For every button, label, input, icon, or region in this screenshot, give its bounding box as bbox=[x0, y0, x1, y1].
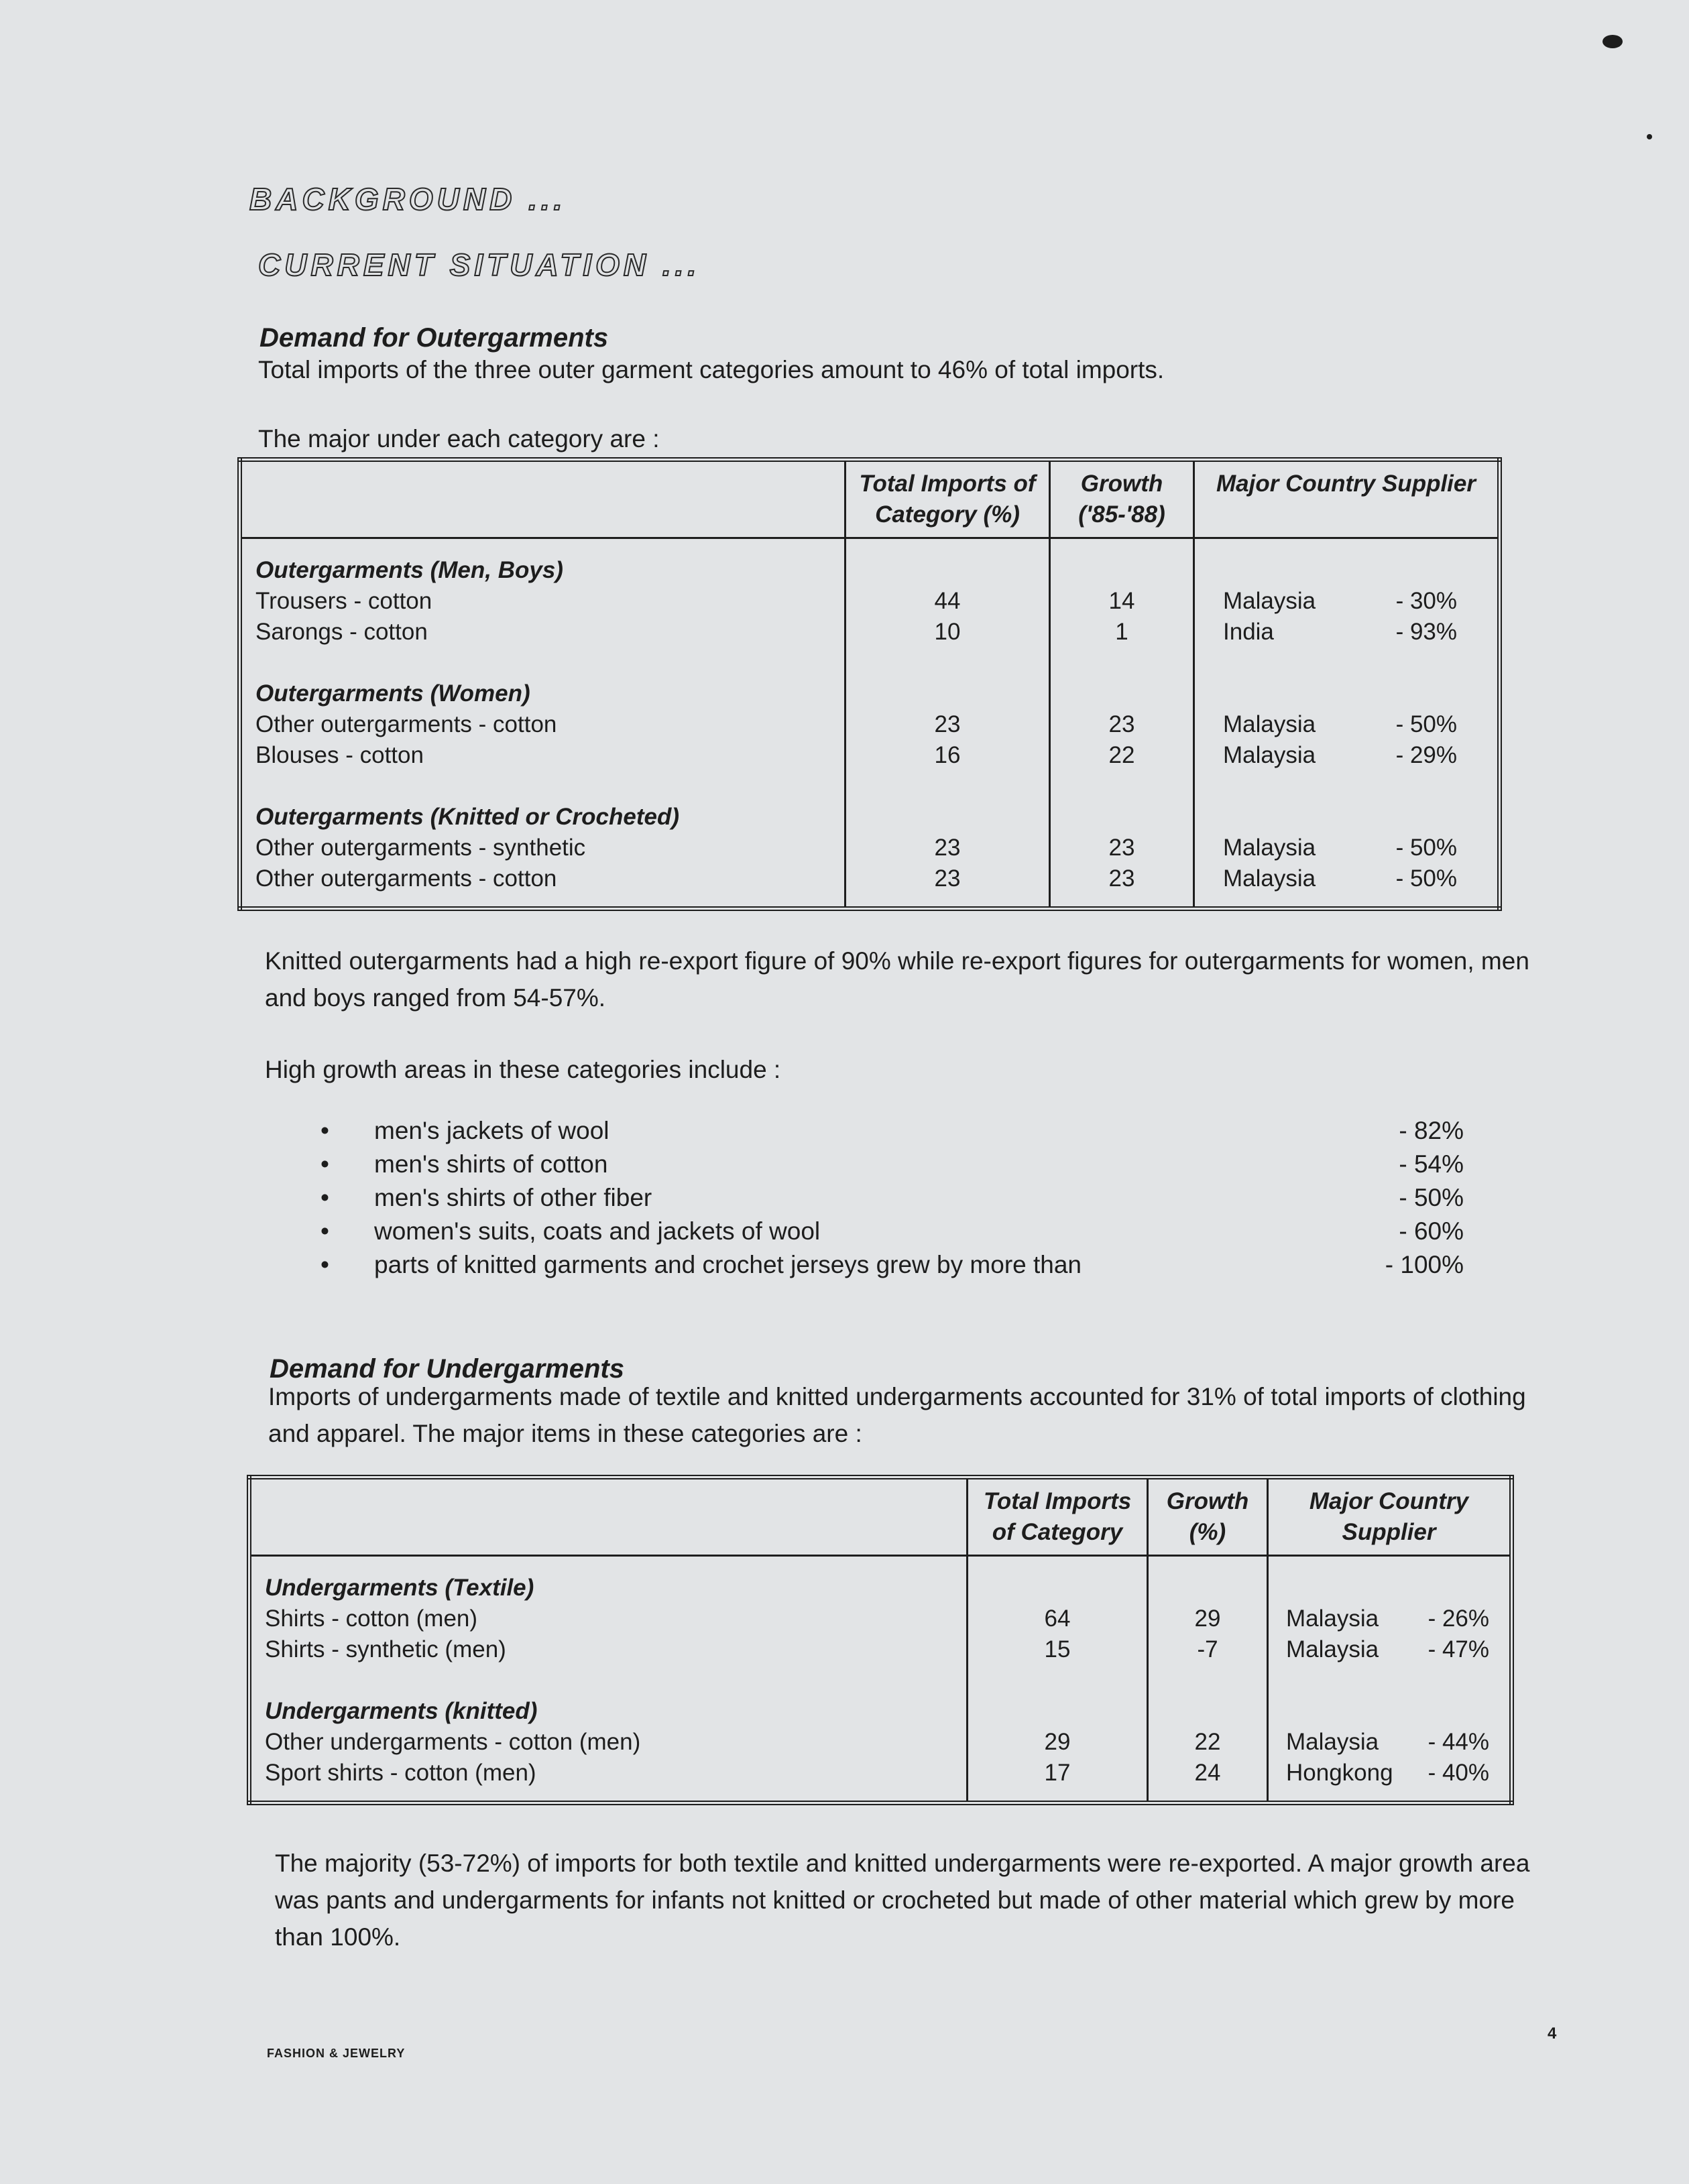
supplier-column bbox=[1268, 1556, 1512, 1803]
bullet-icon: • bbox=[321, 1117, 329, 1144]
imports-value: 15 bbox=[1044, 1636, 1071, 1662]
supplier-share: - 50% bbox=[1395, 711, 1457, 737]
table-header-row bbox=[240, 460, 1500, 538]
supplier-column-header: Major Country Supplier bbox=[1194, 460, 1500, 538]
supplier-entry bbox=[1286, 1758, 1489, 1788]
item-column-header bbox=[249, 1477, 968, 1556]
growth-item-label: men's jackets of wool bbox=[374, 1117, 609, 1144]
imports-column bbox=[968, 1556, 1148, 1803]
footer-label: FASHION & JEWELRY bbox=[267, 2047, 406, 2060]
growth-value: 14 bbox=[1108, 588, 1135, 614]
growth-column bbox=[1050, 538, 1194, 909]
item-label: Other undergarments - cotton (men) bbox=[265, 1729, 641, 1755]
supplier-column-header: Major Country Supplier bbox=[1268, 1477, 1512, 1556]
item-label: Trousers - cotton bbox=[255, 588, 432, 614]
imports-value: 23 bbox=[934, 835, 961, 861]
growth-value: 29 bbox=[1194, 1605, 1221, 1632]
supplier-entry bbox=[1286, 1603, 1489, 1634]
table-body-row bbox=[249, 1556, 1512, 1803]
item-label: Sport shirts - cotton (men) bbox=[265, 1760, 536, 1786]
supplier-country: Malaysia bbox=[1286, 1636, 1379, 1662]
supplier-column bbox=[1194, 538, 1500, 909]
list-item bbox=[315, 1215, 1464, 1248]
growth-areas-list bbox=[315, 1114, 1464, 1282]
growth-item-value: - 60% bbox=[1399, 1217, 1464, 1245]
item-label: Shirts - synthetic (men) bbox=[265, 1636, 506, 1662]
growth-value: 23 bbox=[1108, 711, 1135, 737]
bullet-icon: • bbox=[321, 1150, 329, 1178]
growth-value: 24 bbox=[1194, 1760, 1221, 1786]
supplier-share: - 93% bbox=[1395, 619, 1457, 645]
item-label: Sarongs - cotton bbox=[255, 619, 428, 645]
growth-item-value: - 100% bbox=[1385, 1251, 1464, 1278]
outergarments-table bbox=[237, 457, 1502, 911]
growth-value: 22 bbox=[1194, 1729, 1221, 1755]
supplier-entry bbox=[1223, 617, 1457, 648]
growth-value: 23 bbox=[1108, 835, 1135, 861]
supplier-share: - 50% bbox=[1395, 865, 1457, 892]
imports-value: 16 bbox=[934, 742, 961, 768]
scan-speck bbox=[1647, 134, 1652, 139]
supplier-share: - 47% bbox=[1428, 1636, 1489, 1662]
item-label: Other outergarments - cotton bbox=[255, 865, 557, 892]
supplier-country: Malaysia bbox=[1223, 588, 1316, 614]
category-label: Undergarments (Textile) bbox=[265, 1575, 534, 1601]
undergarments-intro: Imports of undergarments made of textile and knitted undergarments accounted for 31% of total imports of clothing and apparel. The major items in these categories are : bbox=[268, 1383, 1526, 1447]
bullet-icon: • bbox=[321, 1184, 329, 1211]
growth-item-label: women's suits, coats and jackets of wool bbox=[374, 1217, 821, 1245]
item-label: Other outergarments - synthetic bbox=[255, 835, 586, 861]
supplier-entry bbox=[1223, 709, 1457, 740]
imports-value: 23 bbox=[934, 865, 961, 892]
growth-column-header: Growth ('85-'88) bbox=[1050, 460, 1194, 538]
supplier-country: Malaysia bbox=[1223, 742, 1316, 768]
category-label: Undergarments (knitted) bbox=[265, 1698, 538, 1724]
supplier-entry bbox=[1223, 863, 1457, 894]
imports-value: 23 bbox=[934, 711, 961, 737]
supplier-country: Malaysia bbox=[1223, 711, 1316, 737]
supplier-share: - 26% bbox=[1428, 1605, 1489, 1632]
supplier-country: Malaysia bbox=[1223, 865, 1316, 892]
undergarments-section-title: Demand for Undergarments bbox=[270, 1354, 624, 1384]
imports-value: 44 bbox=[934, 588, 961, 614]
supplier-country: India bbox=[1223, 619, 1274, 645]
supplier-country: Malaysia bbox=[1286, 1729, 1379, 1755]
scan-speck bbox=[1603, 35, 1623, 48]
reexport-paragraph: Knitted outergarments had a high re-export figure of 90% while re-export figures for outergarments for women, men and boys ranged from 54-57%. bbox=[265, 947, 1529, 1012]
list-item bbox=[315, 1114, 1464, 1148]
growth-column-header: Growth (%) bbox=[1148, 1477, 1268, 1556]
page-number: 4 bbox=[1548, 2024, 1557, 2043]
imports-column-header: Total Imports of Category bbox=[968, 1477, 1148, 1556]
outergarments-section-title: Demand for Outergarments bbox=[259, 323, 609, 353]
item-column-header bbox=[240, 460, 846, 538]
table-header-row bbox=[249, 1477, 1512, 1556]
supplier-entry bbox=[1223, 740, 1457, 771]
background-heading: BACKGROUND ... bbox=[249, 182, 567, 217]
bullet-icon: • bbox=[321, 1217, 329, 1245]
growth-value: -7 bbox=[1197, 1636, 1218, 1662]
item-label: Other outergarments - cotton bbox=[255, 711, 557, 737]
item-column bbox=[240, 538, 846, 909]
growth-item-value: - 82% bbox=[1399, 1117, 1464, 1144]
growth-value: 1 bbox=[1115, 619, 1128, 645]
growth-item-label: parts of knitted garments and crochet jerseys grew by more than bbox=[374, 1251, 1082, 1278]
supplier-entry bbox=[1223, 833, 1457, 863]
outergarments-intro: Total imports of the three outer garment categories amount to 46% of total imports. bbox=[258, 356, 1165, 383]
growth-item-label: men's shirts of cotton bbox=[374, 1150, 608, 1178]
item-label: Blouses - cotton bbox=[255, 742, 424, 768]
supplier-entry bbox=[1286, 1727, 1489, 1758]
item-label: Shirts - cotton (men) bbox=[265, 1605, 478, 1632]
list-item bbox=[315, 1181, 1464, 1215]
category-label: Outergarments (Women) bbox=[255, 680, 530, 707]
current-situation-heading: CURRENT SITUATION ... bbox=[258, 247, 701, 282]
growth-areas-intro: High growth areas in these categories include : bbox=[265, 1056, 781, 1083]
growth-value: 23 bbox=[1108, 865, 1135, 892]
list-item bbox=[315, 1148, 1464, 1181]
supplier-country: Hongkong bbox=[1286, 1760, 1393, 1786]
imports-value: 17 bbox=[1044, 1760, 1071, 1786]
table-body-row bbox=[240, 538, 1500, 909]
imports-value: 29 bbox=[1044, 1729, 1071, 1755]
undergarments-table bbox=[247, 1475, 1514, 1805]
growth-value: 22 bbox=[1108, 742, 1135, 768]
list-item bbox=[315, 1248, 1464, 1282]
category-label: Outergarments (Men, Boys) bbox=[255, 557, 563, 583]
supplier-country: Malaysia bbox=[1286, 1605, 1379, 1632]
supplier-share: - 40% bbox=[1428, 1760, 1489, 1786]
supplier-share: - 29% bbox=[1395, 742, 1457, 768]
outergarments-lead: The major under each category are : bbox=[258, 425, 660, 452]
supplier-share: - 50% bbox=[1395, 835, 1457, 861]
bullet-icon: • bbox=[321, 1251, 329, 1278]
growth-column bbox=[1148, 1556, 1268, 1803]
supplier-entry bbox=[1286, 1634, 1489, 1665]
imports-column-header: Total Imports of Category (%) bbox=[846, 460, 1050, 538]
category-label: Outergarments (Knitted or Crocheted) bbox=[255, 804, 679, 830]
growth-item-value: - 50% bbox=[1399, 1184, 1464, 1211]
supplier-entry bbox=[1223, 586, 1457, 617]
imports-value: 10 bbox=[934, 619, 961, 645]
supplier-share: - 30% bbox=[1395, 588, 1457, 614]
growth-item-label: men's shirts of other fiber bbox=[374, 1184, 652, 1211]
item-column bbox=[249, 1556, 968, 1803]
supplier-share: - 44% bbox=[1428, 1729, 1489, 1755]
reexport-closing-paragraph: The majority (53-72%) of imports for both textile and knitted undergarments were re-exported. A major growth area was pants and undergarments for infants not knitted or crocheted but made of other material which grew by more than 100%. bbox=[275, 1849, 1530, 1951]
growth-item-value: - 54% bbox=[1399, 1150, 1464, 1178]
supplier-country: Malaysia bbox=[1223, 835, 1316, 861]
imports-column bbox=[846, 538, 1050, 909]
imports-value: 64 bbox=[1044, 1605, 1071, 1632]
